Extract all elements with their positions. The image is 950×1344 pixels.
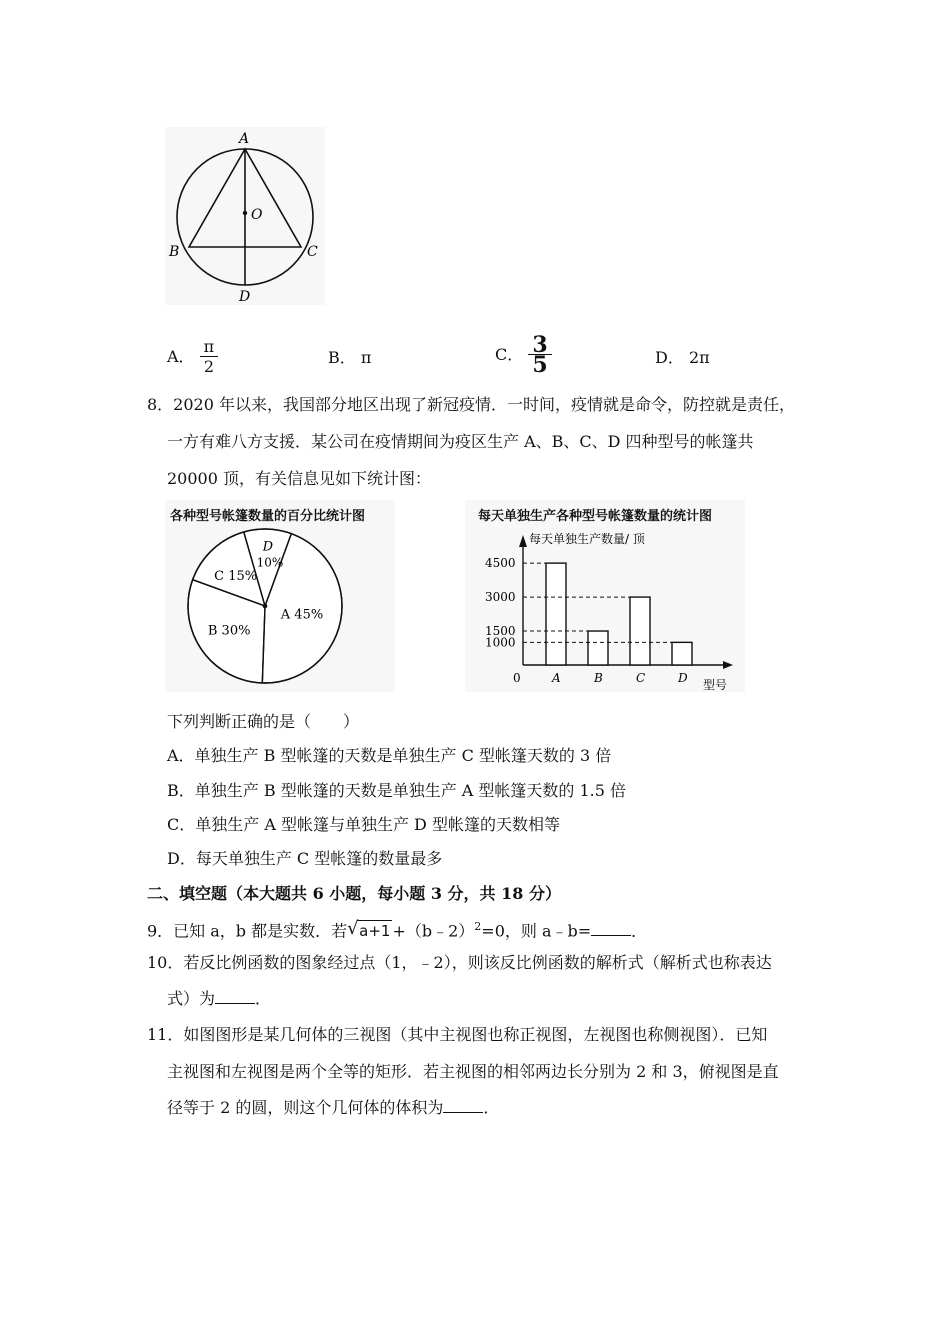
label-a: A bbox=[239, 131, 250, 147]
q9-post: =0，则 a﹣b= bbox=[481, 921, 592, 941]
q8-option-d: D．每天单独生产 C 型帐篷的数量最多 bbox=[167, 849, 443, 868]
x-axis-label: 型号 bbox=[703, 678, 728, 692]
bar-d bbox=[672, 642, 692, 665]
pie-label-b: B 30% bbox=[207, 623, 251, 639]
section-heading: 二、填空题（本大题共 6 小题，每小题 3 分，共 18 分） bbox=[147, 884, 561, 903]
x-tick-d: D bbox=[678, 671, 688, 685]
y-tick-4500: 4500 bbox=[485, 556, 516, 571]
y-tick-1500: 1500 bbox=[485, 624, 516, 639]
fraction-denominator: 5 bbox=[532, 352, 548, 378]
bar-c bbox=[630, 597, 650, 665]
q8-option-a: A．单独生产 B 型帐篷的天数是单独生产 C 型帐篷天数的 3 倍 bbox=[167, 746, 612, 765]
origin-label: 0 bbox=[513, 671, 521, 685]
center-point bbox=[243, 211, 247, 215]
q8-line-2: 一方有难八方支援．某公司在疫情期间为疫区生产 A、B、C、D 四种型号的帐篷共 bbox=[167, 432, 754, 451]
label-o: O bbox=[251, 207, 263, 223]
q8-option-b: B．单独生产 B 型帐篷的天数是单独生产 A 型帐篷天数的 1.5 倍 bbox=[167, 781, 627, 800]
q10-answer-blank[interactable] bbox=[215, 989, 255, 1004]
y-axis-label: 每天单独生产数量/ 顶 bbox=[529, 532, 645, 546]
y-axis-arrow-icon bbox=[519, 535, 527, 547]
q8-question: 下列判断正确的是（ ） bbox=[167, 712, 360, 731]
pie-chart bbox=[165, 525, 395, 692]
pie-center-point bbox=[263, 604, 268, 609]
option-value: π bbox=[360, 348, 372, 367]
q11-answer-blank[interactable] bbox=[443, 1098, 483, 1113]
y-tick-3000: 3000 bbox=[485, 590, 516, 605]
x-tick-a: A bbox=[552, 671, 561, 685]
q11-line-3 bbox=[167, 1098, 499, 1118]
pie-label-c: C 15% bbox=[214, 569, 258, 585]
q11-end: ． bbox=[483, 1098, 500, 1117]
q11-line-2: 主视图和左视图是两个全等的矩形．若主视图的相邻两边长分别为 2 和 3，俯视图是直 bbox=[167, 1062, 779, 1081]
pie-label-d: 10% bbox=[256, 555, 284, 570]
pie-chart-title: 各种型号帐篷数量的百分比统计图 bbox=[170, 509, 366, 524]
bar-chart-title: 每天单独生产各种型号帐篷数量的统计图 bbox=[478, 509, 713, 524]
q8-option-c: C．单独生产 A 型帐篷与单独生产 D 型帐篷的天数相等 bbox=[167, 815, 560, 834]
radical-sign-icon: √ bbox=[347, 918, 359, 940]
q10-line-2 bbox=[167, 989, 271, 1009]
option-key: D． bbox=[655, 348, 684, 367]
square-root bbox=[347, 920, 392, 941]
q10-line-1: 10．若反比例函数的图象经过点（1，﹣2），则该反比例函数的解析式（解析式也称表达 bbox=[147, 953, 772, 972]
fraction-denominator: 2 bbox=[203, 357, 214, 376]
label-c: C bbox=[307, 244, 318, 260]
q11-text: 径等于 2 的圆，则这个几何体的体积为 bbox=[167, 1098, 444, 1117]
label-d: D bbox=[239, 289, 251, 305]
q9-answer-blank[interactable] bbox=[591, 921, 631, 936]
q11-line-1: 11．如图图形是某几何体的三视图（其中主视图也称正视图，左视图也称侧视图）．已知 bbox=[147, 1025, 768, 1044]
pie-label-d-letter: D bbox=[262, 539, 274, 555]
fraction-3-over-5 bbox=[528, 332, 551, 378]
radicand: a+1 bbox=[359, 922, 391, 941]
bar-a bbox=[546, 563, 566, 665]
x-tick-c: C bbox=[636, 671, 646, 685]
option-value: 2π bbox=[688, 348, 710, 367]
q10-text: 式）为 bbox=[167, 989, 216, 1008]
option-key: C． bbox=[495, 345, 524, 364]
q9-exponent: 2 bbox=[474, 920, 482, 933]
option-key: B． bbox=[328, 348, 356, 367]
q8-line-1: 8．2020 年以来，我国部分地区出现了新冠疫情．一时间，疫情就是命令，防控就是责任， bbox=[147, 395, 795, 414]
fraction-numerator: 3 bbox=[528, 336, 551, 355]
q7-option-d bbox=[655, 345, 710, 368]
q9-pre: 9．已知 a，b 都是实数．若 bbox=[147, 921, 348, 941]
q8-line-3: 20000 顶，有关信息见如下统计图： bbox=[167, 469, 431, 488]
option-key: A． bbox=[167, 347, 195, 366]
x-tick-b: B bbox=[594, 671, 603, 685]
q7-option-c bbox=[495, 332, 552, 378]
q10-end: ． bbox=[255, 989, 272, 1008]
q7-option-a bbox=[167, 338, 218, 377]
circle-triangle-figure bbox=[165, 127, 325, 305]
q9-mid: +（b﹣2） bbox=[392, 921, 475, 941]
fraction-pi-over-2 bbox=[200, 338, 219, 377]
q7-option-b bbox=[328, 345, 371, 368]
label-b: B bbox=[169, 244, 180, 260]
pie-label-a: A 45% bbox=[280, 607, 324, 623]
x-axis-arrow-icon bbox=[723, 661, 733, 669]
q9-end: ． bbox=[631, 921, 648, 941]
fraction-numerator: π bbox=[200, 338, 219, 357]
q9 bbox=[147, 917, 647, 941]
y-tick-1000: 1000 bbox=[485, 635, 516, 650]
bar-b bbox=[588, 631, 608, 665]
bar-chart bbox=[465, 525, 745, 692]
